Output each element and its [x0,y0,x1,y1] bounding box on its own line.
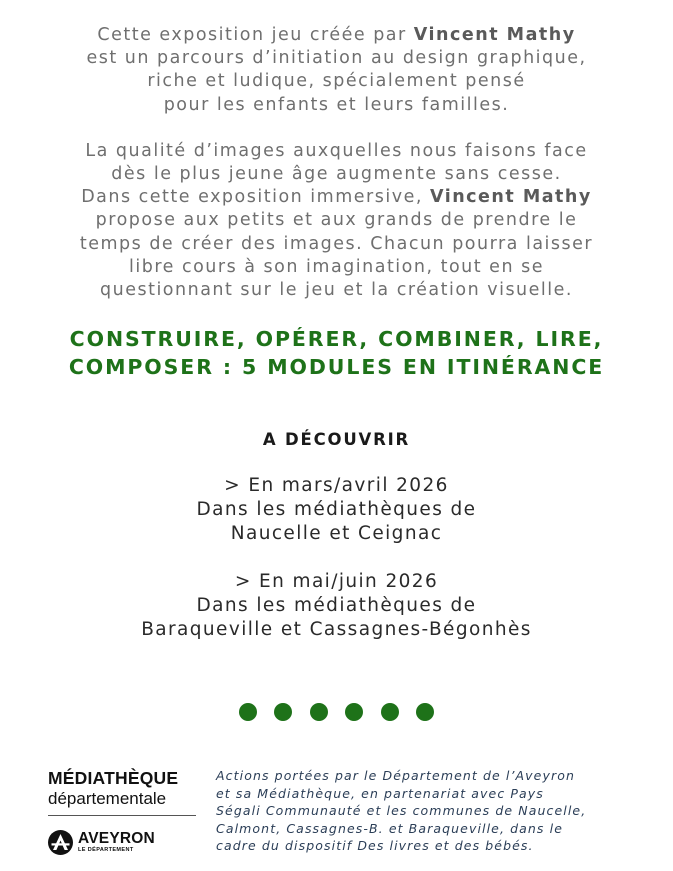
schedule-event [0,474,673,546]
event-date: > En mars/avril 2026 [224,475,449,496]
credits-line: cadre du dispositif Des livres et des bébés. [216,838,534,853]
mediatheque-logo-line1: MÉDIATHÈQUE [48,768,179,788]
logo-divider [48,815,196,816]
aveyron-logo [48,828,155,856]
aveyron-logo-subtitle: LE DÉPARTEMENT [78,847,134,853]
modules-headline [0,325,673,381]
intro-p1-line2: est un parcours d’initiation au design graphique, [86,48,587,69]
credits-line: Calmont, Cassagnes-B. et Baraqueville, dans le [216,820,563,836]
intro-p2-line7: questionnant sur le jeu et la création visuelle. [100,280,573,301]
dot-decoration [239,703,257,721]
intro-p1-line4: pour les enfants et leurs familles. [163,94,510,115]
mediatheque-logo-line2: départementale [48,789,167,808]
dot-decoration [345,703,363,721]
intro-p1-line3: riche et ludique, spécialement pensé [147,71,526,92]
intro-p2-line6: libre cours à son imagination, tout en se [129,256,544,277]
intro-p2-line3-pre: Dans cette exposition immersive, [81,187,430,208]
credits-line: Actions portées par le Département de l’Aveyron [216,768,575,783]
intro-p1-line1-pre: Cette exposition jeu créée par [97,25,414,45]
headline-line-2: COMPOSER : 5 MODULES EN ITINÉRANCE [68,355,605,379]
intro-p2-line4: propose aux petits et aux grands de prendre le [95,210,578,231]
aveyron-logo-name: AVEYRON [78,829,155,847]
intro-p2-line1: La qualité d’images auxquelles nous faisons face [85,140,588,161]
credits-line: Ségali Communauté et les communes de Naucelle, [216,803,587,818]
dot-decoration [310,703,328,721]
discover-title: A DÉCOUVRIR [262,430,411,449]
author-name: Vincent Mathy [429,187,592,208]
event-places: Baraqueville et Cassagnes-Bégonhès [141,619,532,640]
intro-paragraph-2 [0,140,673,302]
schedule-event [0,570,673,642]
event-venue: Dans les médiathèques de [196,595,477,616]
decorative-dots [0,703,673,721]
credits-line: et sa Médiathèque, en partenariat avec Pays [216,785,544,801]
intro-paragraph-1 [0,24,673,117]
headline-line-1: CONSTRUIRE, OPÉRER, COMBINER, LIRE, [69,327,604,351]
author-name: Vincent Mathy [413,25,576,45]
event-date: > En mai/juin 2026 [234,571,439,592]
intro-p2-line5: temps de créer des images. Chacun pourra laisser [79,233,594,254]
event-places: Naucelle et Ceignac [230,523,443,544]
mediatheque-logo [48,768,208,816]
aveyron-emblem-icon [48,830,73,855]
dot-decoration [416,703,434,721]
intro-text [0,24,673,302]
event-venue: Dans les médiathèques de [196,499,477,520]
intro-p2-line2: dès le plus jeune âge augmente sans cesse. [111,164,562,185]
credits-text [216,767,656,855]
dot-decoration [381,703,399,721]
schedule [0,474,673,642]
dot-decoration [274,703,292,721]
